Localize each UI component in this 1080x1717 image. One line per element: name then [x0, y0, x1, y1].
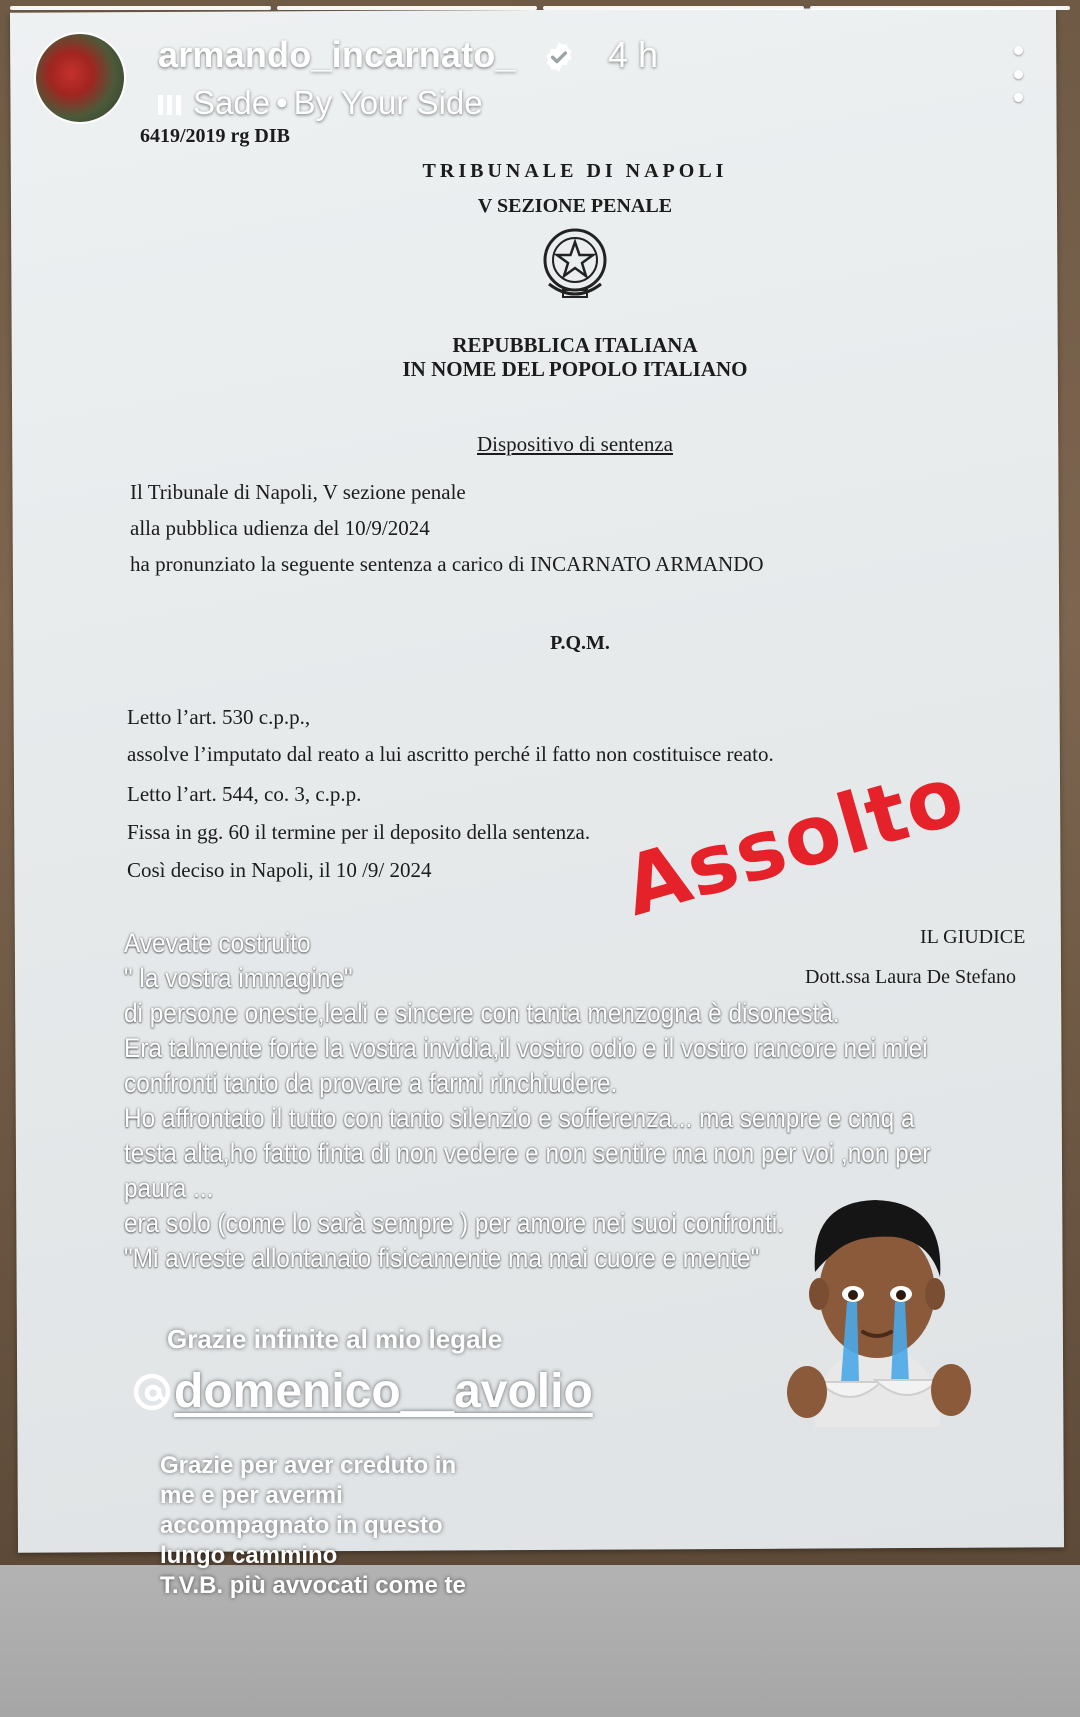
- gratitude-line: me e per avermi: [160, 1482, 343, 1509]
- pqm-heading: P.Q.M.: [550, 632, 610, 654]
- progress-segment: [10, 6, 271, 10]
- people-heading: IN NOME DEL POPOLO ITALIANO: [402, 357, 748, 381]
- music-song: By Your Side: [293, 84, 483, 121]
- ruling-line: Così deciso in Napoli, il 10 /9/ 2024: [127, 858, 432, 882]
- gratitude-line: lungo cammino: [160, 1542, 338, 1569]
- ruling-line: Fissa in gg. 60 il termine per il deposito della sentenza.: [127, 820, 591, 844]
- verified-badge-icon: [542, 40, 576, 74]
- caption-line: testa alta,ho fatto finta di non vedere e non sentire ma non per voi ,non per: [124, 1138, 931, 1168]
- case-reference: 6419/2019 rg DIB: [140, 125, 290, 147]
- progress-segment: [277, 6, 538, 10]
- gratitude-line: Grazie per aver creduto in: [160, 1452, 457, 1479]
- avatar[interactable]: [34, 32, 126, 124]
- court-section: V SEZIONE PENALE: [477, 195, 673, 217]
- username[interactable]: armando_incarnato_: [158, 34, 516, 75]
- thanks-text: Grazie infinite al mio legale: [167, 1324, 503, 1354]
- caption-line: di persone oneste,leali e sincere con tanta menzogna è disonestà.: [124, 998, 840, 1028]
- caption-line: Ho affrontato il tutto con tanto silenzio e sofferenza... ma sempre e cmq a: [124, 1103, 915, 1133]
- judge-title: IL GIUDICE: [920, 926, 1026, 948]
- caption-line: paura ...: [124, 1173, 214, 1203]
- ruling-line: Letto l’art. 544, co. 3, c.p.p.: [127, 782, 362, 806]
- music-label[interactable]: [158, 84, 483, 122]
- republic-heading: REPUBBLICA ITALIANA: [452, 333, 698, 357]
- italian-emblem-icon: [537, 222, 613, 302]
- court-name: TRIBUNALE DI NAPOLI: [422, 160, 728, 182]
- gratitude-text: [160, 1451, 466, 1601]
- music-bars-icon: [158, 91, 181, 115]
- ruling-line: Letto l’art. 530 c.p.p.,: [127, 705, 311, 729]
- crying-memoji-sticker: [755, 1182, 1000, 1427]
- music-separator: •: [276, 84, 288, 121]
- caption-line: Avevate costruito: [124, 928, 311, 958]
- intro-line: alla pubblica udienza del 10/9/2024: [130, 516, 430, 540]
- post-time: 4 h: [608, 34, 659, 75]
- music-artist: Sade: [193, 84, 271, 121]
- assolto-sticker: Assolto: [613, 747, 975, 935]
- intro-line: Il Tribunale di Napoli, V sezione penale: [130, 480, 466, 504]
- mention-sticker[interactable]: [132, 1364, 593, 1419]
- document-heading: Dispositivo di sentenza: [477, 432, 673, 456]
- mention-handle[interactable]: domenico__avolio: [174, 1365, 593, 1418]
- caption-line: " la vostra immagine": [124, 963, 353, 993]
- story-progress-bar: [10, 6, 1070, 10]
- more-options-icon[interactable]: [1006, 46, 1030, 102]
- caption-line: Era talmente forte la vostra invidia,il vostro odio e il vostro rancore nei miei: [124, 1033, 928, 1063]
- caption-line: confronti tanto da provare a farmi rinchiudere.: [124, 1068, 618, 1098]
- progress-segment: [810, 6, 1071, 10]
- ruling-line: assolve l’imputato dal reato a lui ascritto perché il fatto non costituisce reato.: [127, 742, 774, 766]
- caption-line: "Mi avreste allontanato fisicamente ma mai cuore e mente": [124, 1243, 760, 1273]
- threads-icon: [132, 1372, 172, 1412]
- judge-name: Dott.ssa Laura De Stefano: [805, 966, 1017, 988]
- gratitude-line: accompagnato in questo: [160, 1512, 443, 1539]
- gratitude-line: T.V.B. più avvocati come te: [160, 1572, 466, 1599]
- intro-line: ha pronunziato la seguente sentenza a carico di INCARNATO ARMANDO: [130, 552, 764, 576]
- story-header: [34, 28, 1054, 128]
- caption-line: era solo (come lo sarà sempre ) per amore nei suoi confronti.: [124, 1208, 784, 1238]
- progress-segment: [543, 6, 804, 10]
